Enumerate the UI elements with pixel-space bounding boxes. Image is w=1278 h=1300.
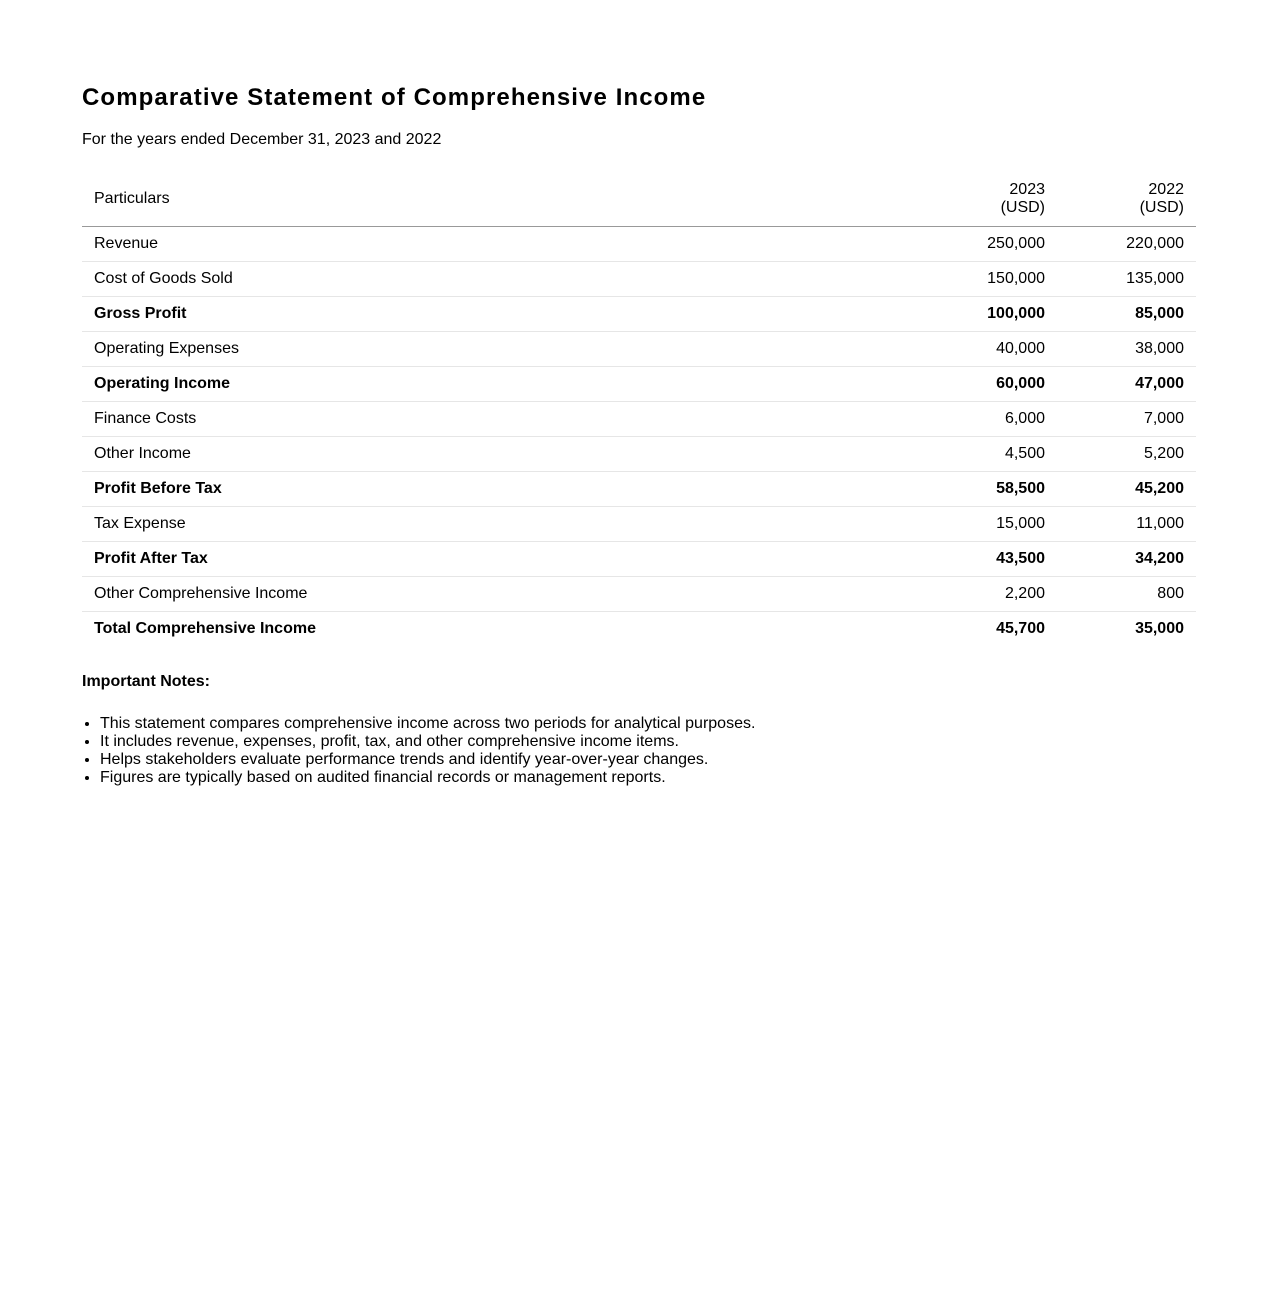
header-year-2022 (1057, 172, 1196, 227)
header-year-2023-unit: (USD) (1000, 199, 1045, 216)
row-label: Profit Before Tax (82, 472, 834, 507)
table-row (82, 227, 1196, 262)
header-year-2023 (834, 172, 1057, 227)
row-label: Revenue (82, 227, 834, 262)
row-value-2023: 40,000 (834, 332, 1057, 367)
table-row (82, 297, 1196, 332)
row-value-2023: 2,200 (834, 577, 1057, 612)
row-label: Gross Profit (82, 297, 834, 332)
list-item: • This statement compares comprehensive income across two periods for analytical purposes. (100, 715, 1190, 733)
table-body (82, 227, 1196, 647)
row-label: Profit After Tax (82, 542, 834, 577)
row-value-2023: 100,000 (834, 297, 1057, 332)
table-row (82, 332, 1196, 367)
header-particulars: Particulars (82, 172, 834, 227)
notes-list (82, 715, 1190, 787)
page-title: Comparative Statement of Comprehensive Income (82, 84, 707, 111)
table-row (82, 542, 1196, 577)
table-row (82, 402, 1196, 437)
table-row (82, 262, 1196, 297)
table-row (82, 367, 1196, 402)
row-value-2022: 38,000 (1057, 332, 1196, 367)
row-label: Finance Costs (82, 402, 834, 437)
list-item: • Helps stakeholders evaluate performance trends and identify year-over-year changes. (100, 751, 1190, 769)
row-value-2022: 45,200 (1057, 472, 1196, 507)
row-label: Operating Expenses (82, 332, 834, 367)
row-label: Other Income (82, 437, 834, 472)
row-label: Other Comprehensive Income (82, 577, 834, 612)
header-year-2022-unit: (USD) (1139, 199, 1184, 216)
notes-heading: Important Notes: (82, 673, 210, 690)
page-subtitle: For the years ended December 31, 2023 and 2022 (82, 131, 442, 148)
list-item: • It includes revenue, expenses, profit, tax, and other comprehensive income items. (100, 733, 1190, 751)
row-value-2023: 4,500 (834, 437, 1057, 472)
row-value-2022: 7,000 (1057, 402, 1196, 437)
row-label: Tax Expense (82, 507, 834, 542)
row-value-2022: 220,000 (1057, 227, 1196, 262)
row-value-2023: 60,000 (834, 367, 1057, 402)
row-value-2022: 47,000 (1057, 367, 1196, 402)
row-value-2023: 15,000 (834, 507, 1057, 542)
row-value-2022: 11,000 (1057, 507, 1196, 542)
row-value-2022: 800 (1057, 577, 1196, 612)
table-row (82, 577, 1196, 612)
table-row (82, 472, 1196, 507)
table-row (82, 612, 1196, 647)
table-row (82, 507, 1196, 542)
row-value-2022: 34,200 (1057, 542, 1196, 577)
income-statement-table (82, 172, 1196, 646)
table-header-row (82, 172, 1196, 227)
row-value-2023: 250,000 (834, 227, 1057, 262)
row-value-2022: 35,000 (1135, 620, 1184, 637)
row-value-2023: 58,500 (834, 472, 1057, 507)
row-value-2022: 85,000 (1057, 297, 1196, 332)
row-value-2022: 135,000 (1057, 262, 1196, 297)
header-year-2022-label: 2022 (1148, 181, 1184, 198)
row-value-2023: 45,700 (996, 620, 1045, 637)
row-label: Total Comprehensive Income (94, 620, 316, 637)
row-value-2023: 150,000 (834, 262, 1057, 297)
row-value-2022: 5,200 (1057, 437, 1196, 472)
row-label: Cost of Goods Sold (82, 262, 834, 297)
table-row (82, 437, 1196, 472)
row-value-2023: 43,500 (834, 542, 1057, 577)
header-year-2023-label: 2023 (1009, 181, 1045, 198)
row-value-2023: 6,000 (834, 402, 1057, 437)
row-label: Operating Income (82, 367, 834, 402)
list-item: • Figures are typically based on audited financial records or management reports. (100, 769, 1190, 787)
